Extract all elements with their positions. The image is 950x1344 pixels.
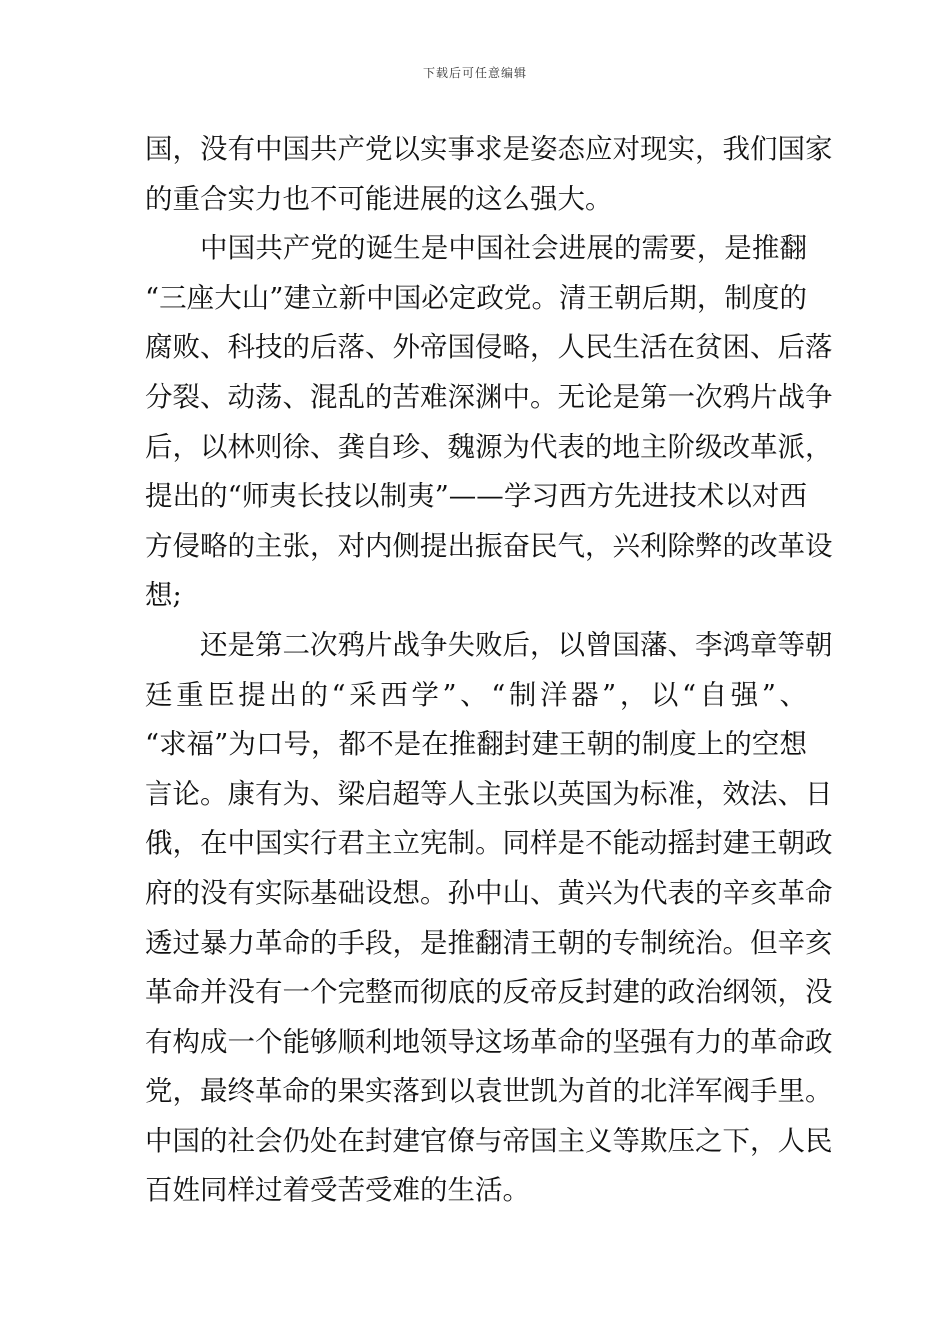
text-line: 百姓同样过着受苦受难的生活。 — [145, 1174, 530, 1207]
document-body — [145, 125, 833, 1216]
text-line: 腐败、科技的后落、外帝国侵略，人民生活在贫困、后落 — [145, 331, 833, 364]
text-line: 言论。康有为、梁启超等人主张以英国为标准，效法、日 — [145, 777, 833, 810]
page-header-note: 下载后可任意编辑 — [422, 66, 527, 80]
text-line: 有构成一个能够顺利地领导这场革命的坚强有力的革命政 — [145, 1025, 833, 1058]
text-line: 提出的“师夷长技以制夷”——学习西方先进技术以对西 — [145, 480, 807, 513]
text-line: 方侵略的主张，对内侧提出振奋民气，兴利除弊的改革设 — [145, 529, 833, 562]
text-line: 分裂、动荡、混乱的苦难深渊中。无论是第一次鸦片战争 — [145, 380, 833, 413]
text-line: 廷重臣提出的“采西学”、“制洋器”，以“自强”、 — [145, 678, 807, 711]
text-line: 党，最终革命的果实落到以袁世凯为首的北洋军阀手里。 — [145, 1075, 833, 1108]
text-line: 革命并没有一个完整而彻底的反帝反封建的政治纲领，没 — [145, 976, 833, 1009]
text-line: 还是第二次鸦片战争失败后，以曾国藩、李鸿章等朝 — [200, 628, 833, 661]
text-line: 的重合实力也不可能进展的这么强大。 — [145, 182, 613, 215]
text-line: 国，没有中国共产党以实事求是姿态应对现实，我们国家 — [145, 133, 833, 165]
text-line: 中国共产党的诞生是中国社会进展的需要，是推翻 — [200, 232, 807, 265]
text-line: 中国的社会仍处在封建官僚与帝国主义等欺压之下，人民 — [145, 1124, 833, 1157]
text-line: 想; — [145, 579, 182, 612]
text-line: “求福”为口号，都不是在推翻封建王朝的制度上的空想 — [145, 728, 807, 761]
text-line: 透过暴力革命的手段，是推翻清王朝的专制统治。但辛亥 — [145, 926, 833, 959]
text-line: 后，以林则徐、龚自珍、魏源为代表的地主阶级改革派， — [145, 430, 833, 463]
text-line: 俄，在中国实行君主立宪制。同样是不能动摇封建王朝政 — [145, 827, 833, 860]
text-line: 府的没有实际基础设想。孙中山、黄兴为代表的辛亥革命 — [145, 876, 833, 909]
text-line: “三座大山”建立新中国必定政党。清王朝后期，制度的 — [145, 281, 807, 314]
